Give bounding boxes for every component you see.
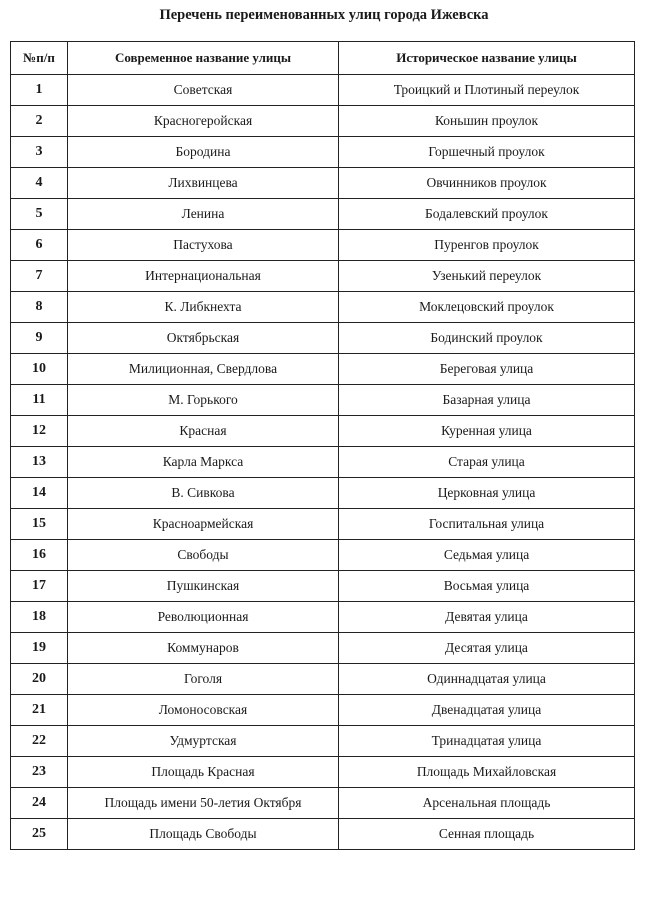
modern-street-name: Октябрьская — [68, 323, 339, 354]
table-row — [11, 261, 635, 292]
modern-street-name: Красная — [68, 416, 339, 447]
row-number: 21 — [11, 695, 68, 726]
historical-street-name: Арсенальная площадь — [339, 788, 635, 819]
modern-street-name: Ломоносовская — [68, 695, 339, 726]
historical-street-name: Восьмая улица — [339, 571, 635, 602]
table-row — [11, 106, 635, 137]
modern-street-name: Площадь Красная — [68, 757, 339, 788]
modern-street-name: Свободы — [68, 540, 339, 571]
table-row — [11, 664, 635, 695]
historical-street-name: Тринадцатая улица — [339, 726, 635, 757]
row-number: 3 — [11, 137, 68, 168]
table-row — [11, 726, 635, 757]
row-number: 22 — [11, 726, 68, 757]
modern-street-name: Площадь имени 50-летия Октября — [68, 788, 339, 819]
historical-street-name: Базарная улица — [339, 385, 635, 416]
historical-street-name: Девятая улица — [339, 602, 635, 633]
header-historical-name: Историческое название улицы — [339, 42, 635, 75]
table-row — [11, 571, 635, 602]
modern-street-name: Бородина — [68, 137, 339, 168]
table-row — [11, 385, 635, 416]
historical-street-name: Площадь Михайловская — [339, 757, 635, 788]
row-number: 6 — [11, 230, 68, 261]
table-row — [11, 695, 635, 726]
streets-table — [10, 41, 635, 850]
table-row — [11, 230, 635, 261]
table-row — [11, 292, 635, 323]
page-title: Перечень переименованных улиц города Ижевска — [159, 7, 489, 23]
historical-street-name: Старая улица — [339, 447, 635, 478]
modern-street-name: К. Либкнехта — [68, 292, 339, 323]
table-row — [11, 75, 635, 106]
historical-street-name: Сенная площадь — [339, 819, 635, 850]
table-row — [11, 323, 635, 354]
modern-street-name: Пастухова — [68, 230, 339, 261]
table-row — [11, 137, 635, 168]
historical-street-name: Бодалевский проулок — [339, 199, 635, 230]
historical-street-name: Бодинский проулок — [339, 323, 635, 354]
row-number: 5 — [11, 199, 68, 230]
table-body — [11, 75, 635, 850]
row-number: 12 — [11, 416, 68, 447]
modern-street-name: В. Сивкова — [68, 478, 339, 509]
modern-street-name: М. Горького — [68, 385, 339, 416]
row-number: 23 — [11, 757, 68, 788]
row-number: 16 — [11, 540, 68, 571]
header-number: №п/п — [11, 42, 68, 75]
modern-street-name: Карла Маркса — [68, 447, 339, 478]
modern-street-name: Милиционная, Свердлова — [68, 354, 339, 385]
table-row — [11, 788, 635, 819]
table-row — [11, 757, 635, 788]
historical-street-name: Горшечный проулок — [339, 137, 635, 168]
modern-street-name: Гоголя — [68, 664, 339, 695]
row-number: 8 — [11, 292, 68, 323]
row-number: 24 — [11, 788, 68, 819]
historical-street-name: Десятая улица — [339, 633, 635, 664]
modern-street-name: Красногеройская — [68, 106, 339, 137]
table-row — [11, 540, 635, 571]
modern-street-name: Красноармейская — [68, 509, 339, 540]
modern-street-name: Революционная — [68, 602, 339, 633]
historical-street-name: Коньшин проулок — [339, 106, 635, 137]
table-header-row — [11, 42, 635, 75]
row-number: 17 — [11, 571, 68, 602]
modern-street-name: Интернациональная — [68, 261, 339, 292]
table-row — [11, 354, 635, 385]
modern-street-name: Лихвинцева — [68, 168, 339, 199]
row-number: 20 — [11, 664, 68, 695]
row-number: 10 — [11, 354, 68, 385]
row-number: 4 — [11, 168, 68, 199]
historical-street-name: Госпитальная улица — [339, 509, 635, 540]
table-row — [11, 416, 635, 447]
table-row — [11, 478, 635, 509]
modern-street-name: Площадь Свободы — [68, 819, 339, 850]
row-number: 25 — [11, 819, 68, 850]
row-number: 2 — [11, 106, 68, 137]
historical-street-name: Моклецовский проулок — [339, 292, 635, 323]
historical-street-name: Седьмая улица — [339, 540, 635, 571]
historical-street-name: Пуренгов проулок — [339, 230, 635, 261]
table-row — [11, 633, 635, 664]
row-number: 7 — [11, 261, 68, 292]
modern-street-name: Советская — [68, 75, 339, 106]
historical-street-name: Узенький переулок — [339, 261, 635, 292]
modern-street-name: Пушкинская — [68, 571, 339, 602]
historical-street-name: Двенадцатая улица — [339, 695, 635, 726]
modern-street-name: Коммунаров — [68, 633, 339, 664]
historical-street-name: Одиннадцатая улица — [339, 664, 635, 695]
historical-street-name: Куренная улица — [339, 416, 635, 447]
header-modern-name: Современное название улицы — [68, 42, 339, 75]
row-number: 18 — [11, 602, 68, 633]
table-row — [11, 199, 635, 230]
modern-street-name: Удмуртская — [68, 726, 339, 757]
table-row — [11, 509, 635, 540]
row-number: 1 — [11, 75, 68, 106]
historical-street-name: Троицкий и Плотиный переулок — [339, 75, 635, 106]
modern-street-name: Ленина — [68, 199, 339, 230]
table-row — [11, 602, 635, 633]
table-row — [11, 168, 635, 199]
row-number: 14 — [11, 478, 68, 509]
row-number: 11 — [11, 385, 68, 416]
row-number: 19 — [11, 633, 68, 664]
row-number: 9 — [11, 323, 68, 354]
row-number: 15 — [11, 509, 68, 540]
table-row — [11, 819, 635, 850]
row-number: 13 — [11, 447, 68, 478]
table-row — [11, 447, 635, 478]
historical-street-name: Береговая улица — [339, 354, 635, 385]
historical-street-name: Овчинников проулок — [339, 168, 635, 199]
historical-street-name: Церковная улица — [339, 478, 635, 509]
